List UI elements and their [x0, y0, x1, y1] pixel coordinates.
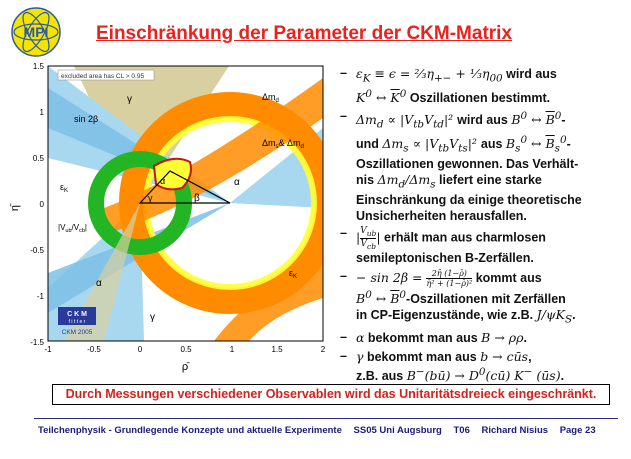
y-axis-label: η̄ [9, 204, 21, 212]
x-tick: -1 [44, 345, 52, 354]
gamma-label: γ [127, 94, 132, 105]
ckmfitter-logo [58, 307, 96, 336]
footer-divider [34, 418, 618, 419]
footer-course: Teilchenphysik - Grundlegende Konzepte und aktuelle Experimente [38, 425, 342, 436]
dmd-label: $\Delta m_d$ [262, 92, 279, 104]
svg-text:CKM 2005: CKM 2005 [61, 329, 93, 336]
x-axis-label: ρ̄ [181, 361, 189, 373]
logo-text: MPI [23, 24, 49, 40]
x-tick: 2 [320, 345, 326, 354]
y-tick: 1 [39, 108, 44, 117]
bullet-epsilon-k: – $\varepsilon_K \equiv \epsilon$ = $\frac{2}{3}\eta_{+-}$ + $\frac{1}{3}\eta_{00}$ wird aus $K^0$ ↔ $\overline{K}^0$ Oszillationen bestimmt. [340, 66, 557, 106]
bullet-vub-vcb: – | $V_{ub}$ $V_{cb}$ | erhält man aus charmlosen semileptonischen B-Zerfällen. [340, 226, 546, 266]
epsk-label-right: $\varepsilon_K$ [289, 268, 298, 280]
y-tick: 0 [39, 200, 44, 209]
plot-note: excluded area has CL > 0.95 [61, 73, 145, 80]
y-tick: -1.5 [30, 338, 44, 347]
footer [38, 425, 605, 436]
svg-text:C K M: C K M [67, 311, 87, 318]
bullet-sin2beta: – − sin 2β = $\frac{2\etā (1-\rhō)}{\text{η̄² + (1−ρ̄)²}}$ kommt aus $B^0$ ↔ $\overline{B}^0$-Oszillationen mit Zerfällen in CP-Eigenzustände, wie z.B. $J/\psi K_S$. [340, 268, 576, 326]
epsk-label-left: $\varepsilon_K$ [60, 182, 69, 194]
conclusion-box: Durch Messungen verschiedener Observablen wird das Unitaritätsdreieck eingeschränkt. [52, 384, 610, 405]
gamma-triangle-label: γ [148, 193, 153, 203]
footer-term: SS05 Uni Augsburg [353, 425, 442, 436]
footer-code: T06 [453, 425, 470, 436]
bullet-delta-m: – $\Delta m_d \propto |V_{tb}V_{td}|^2$ wird aus $B^0$ ↔ $\overline{B}^0-$ und $\Delta m_s \propto |V_{tb}V_{ts}|^2$ aus $B_s^0$ ↔ $\overline{B}_s^0-$ Oszillationen gewonnen. Das Verhält- nis $\Delta m_d/\Delta m_s$ liefert eine starke Einschränkung da einige theoretische Unsicherheiten herausfallen. [340, 108, 582, 223]
bullet-alpha: – α bekommt man aus B → ρρ. [340, 330, 527, 346]
x-tick: 0.5 [180, 345, 192, 354]
svg-text:f i t t e r: f i t t e r [68, 319, 86, 325]
gamma-label-low: γ [150, 312, 155, 323]
x-tick: 1 [229, 345, 235, 354]
x-tick: -0.5 [87, 345, 101, 354]
sin2beta-label: sin 2β [74, 114, 99, 124]
bullet-gamma: – γ bekommt man aus b → cūs, z.B. aus B−(bū) → $D^0(cū)$ K− (ūs). [340, 348, 565, 384]
mpi-logo [10, 6, 62, 58]
y-tick: -1 [36, 292, 44, 301]
footer-author: Richard Nisius [481, 425, 549, 436]
page-title: Einschränkung der Parameter der CKM-Matrix [96, 23, 513, 44]
x-tick: 0 [137, 345, 143, 354]
y-tick: 0.5 [32, 154, 44, 163]
y-tick: -0.5 [30, 246, 44, 255]
vub-label: $|V_{ub}/V_{cb}|$ [58, 223, 87, 234]
alpha-label-right: α [234, 177, 240, 188]
alpha-label-low: α [96, 278, 102, 289]
x-tick: 1.5 [271, 345, 283, 354]
bullet-list [340, 66, 628, 387]
dms-dmd-label: $\Delta m_s\&$ $\Delta m_d$ [262, 138, 304, 150]
y-tick: 1.5 [32, 62, 44, 71]
beta-triangle-label: β [194, 193, 200, 204]
ckm-fit-plot [4, 58, 334, 380]
footer-page: Page 23 [559, 425, 596, 436]
alpha-triangle-label: α [160, 176, 166, 186]
